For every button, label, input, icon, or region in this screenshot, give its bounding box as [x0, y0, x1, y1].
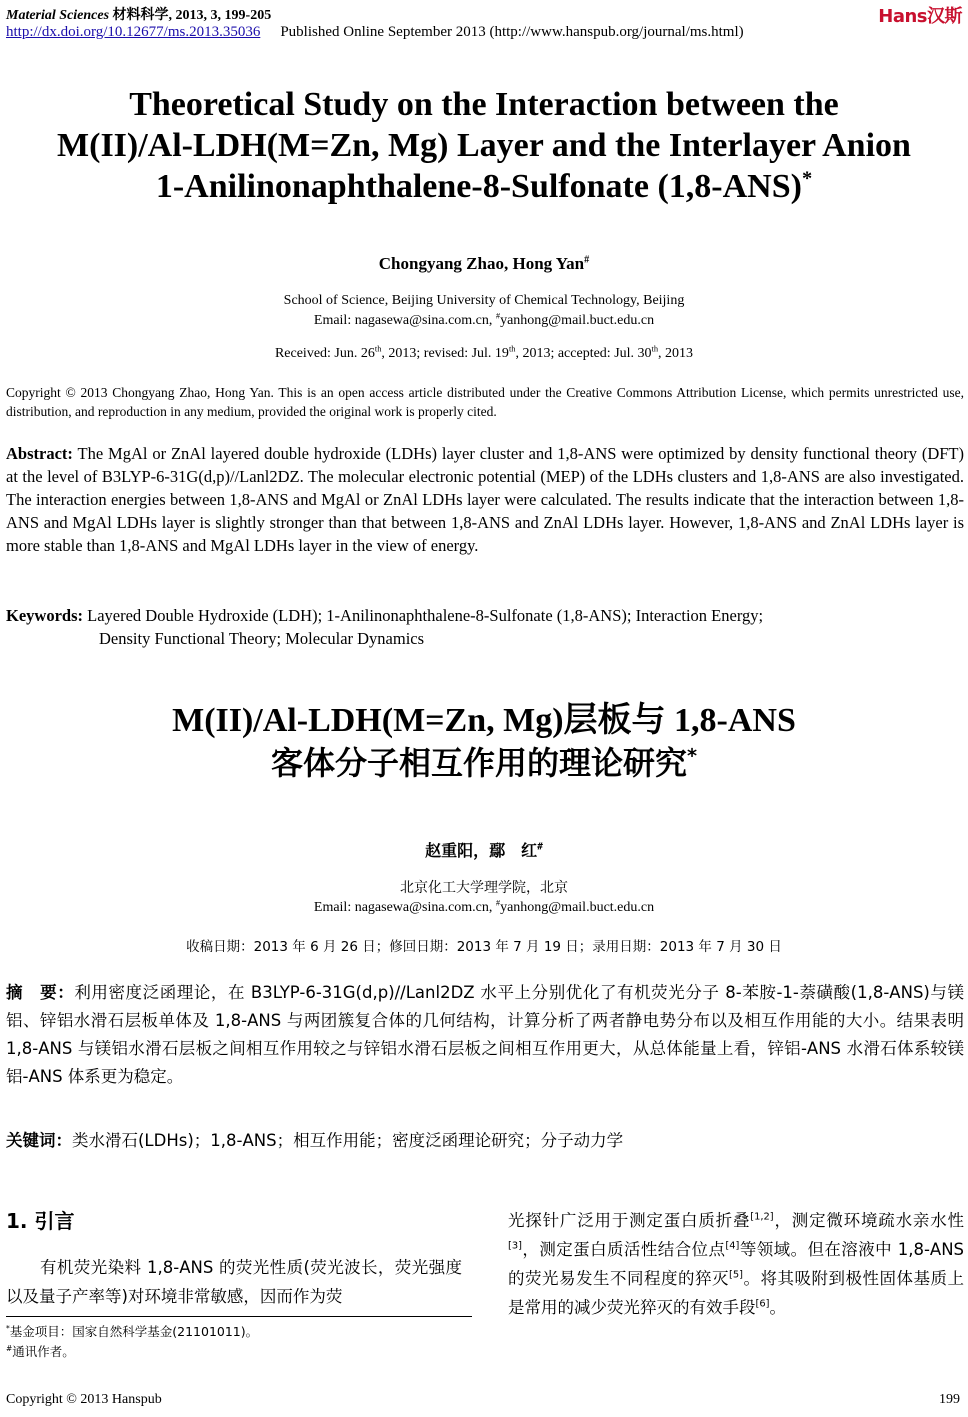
author-names: Chongyang Zhao, Hong Yan [378, 254, 585, 273]
copyright-notice: Copyright © 2013 Chongyang Zhao, Hong Yan. This is an open access article distributed under the Creative Commons Attribution License, which permits unrestricted use, distribution, and reproduction in any medium, provided the original work is properly cited. [6, 385, 964, 419]
title-line-2: M(II)/Al-LDH(M=Zn, Mg) Layer and the Interlayer Anion [57, 127, 911, 164]
abstract-label: Abstract: [6, 444, 73, 463]
citation: [1,2] [750, 1211, 774, 1223]
keywords-line-2: Density Functional Theory; Molecular Dynamics [99, 629, 425, 648]
footnote-divider [6, 1316, 472, 1317]
citation: [4] [725, 1240, 740, 1252]
title-cn-mark: * [686, 744, 698, 768]
abstract-cn [6, 979, 964, 1091]
journal-issue: , 2013, 3, 199-205 [168, 8, 272, 23]
authors-cn [0, 838, 968, 861]
author-names-cn: 赵重阳，鄢 红 [425, 841, 538, 860]
affiliation-en [0, 291, 968, 331]
keywords-cn-text: 类水滑石(LDHs)；1,8-ANS；相互作用能；密度泛函理论研究；分子动力学 [72, 1131, 624, 1150]
keywords-cn-label: 关键词： [6, 1131, 72, 1150]
page-number: 199 [939, 1392, 960, 1407]
intro-paragraph-left: 有机荧光染料 1,8-ANS 的荧光性质(荧光波长，荧光强度以及量子产率等)对环境非常敏感，因而作为荧 [6, 1258, 462, 1306]
affiliation-cn-text: 北京化工大学理学院，北京 [400, 880, 568, 896]
publisher-logo [878, 2, 962, 28]
doi-link[interactable]: http://dx.doi.org/10.12677/ms.2013.35036 [6, 24, 261, 40]
keywords-cn [6, 1128, 964, 1154]
keywords-en [6, 604, 964, 650]
email-line: Email: nagasewa@sina.com.cn, #yanhong@mail.buct.edu.cn [313, 311, 655, 328]
abstract-text: The MgAl or ZnAl layered double hydroxide (LDHs) layer cluster and 1,8-ANS were optimized by density functional theory (DFT) at the level of B3LYP-6-31G(d,p)//Lanl2DZ. The molecular electronic potential (MEP) of the LDHs clusters and 1,8-ANS are also investigated. The interaction energies between 1,8-ANS and MgAl or ZnAl LDHs layer were calculated. The results indicate that the interaction between 1,8-ANS and MgAl LDHs layer is slightly stronger than that between 1,8-ANS and ZnAl LDHs layer. However, 1,8-ANS and ZnAl LDHs layer is more stable than 1,8-ANS and MgAl LDHs layer in the view of energy. [6, 444, 965, 555]
abstract-cn-label: 摘 要： [6, 983, 75, 1002]
title-cn-line-1: M(II)/Al-LDH(M=Zn, Mg)层板与 1,8-ANS [172, 702, 796, 739]
footer-copyright: Copyright © 2013 Hanspub [6, 1392, 162, 1407]
abstract-cn-text: 利用密度泛函理论，在 B3LYP-6-31G(d,p)//Lanl2DZ 水平上分别优化了有机荧光分子 8-苯胺-1-萘磺酸(1,8-ANS)与镁铝、锌铝水滑石层板单体及 1,8-ANS 与两团簇复合体的几何结构，计算分析了两者静电势分布以及相互作用能的大小。结果表明 1,8-ANS 与镁铝水滑石层板之间相互作用较之与锌铝水滑石层板之间相互作用更大，从总体能量上看，锌铝-ANS 水滑石体系较镁铝-ANS 体系更为稳定。 [6, 983, 964, 1086]
logo-text-en: Hans [878, 6, 927, 27]
paper-title-en [20, 84, 948, 207]
keywords-line-1: Layered Double Hydroxide (LDH); 1-Anilinonaphthalene-8-Sulfonate (1,8-ANS); Interaction Energy; [87, 606, 764, 625]
affiliation-cn [0, 878, 968, 918]
author-mark-cn: # [537, 841, 543, 853]
title-cn-line-2: 客体分子相互作用的理论研究 [270, 744, 687, 782]
intro-paragraph-right: 光探针广泛用于测定蛋白质折叠[1,2]，测定微环境疏水亲水性[3]，测定蛋白质活性结合位点[4]等领域。但在溶液中 1,8-ANS 的荧光易发生不同程度的猝灭[5]。将其吸附到极性固体基质上是常用的减少荧光猝灭的有效手段[6]。 [508, 1211, 965, 1317]
doi-line [6, 24, 744, 41]
section-heading-intro: 1. 引言 [6, 1209, 75, 1233]
affiliation-text: School of Science, Beijing University of Chemical Technology, Beijing [283, 293, 685, 308]
journal-header [6, 4, 271, 24]
footnote-corresponding: #通讯作者。 [6, 1343, 75, 1359]
journal-name: Material Sciences [6, 8, 110, 23]
email-line-cn: Email: nagasewa@sina.com.cn, #yanhong@mail.buct.edu.cn [313, 898, 655, 915]
logo-text-cn: 汉斯 [927, 6, 962, 27]
title-line-3: 1-Anilinonaphthalene-8-Sulfonate (1,8-ANS) [155, 168, 802, 205]
citation: [5] [729, 1269, 743, 1281]
published-online: Published Online September 2013 (http://www.hanspub.org/journal/ms.html) [280, 24, 744, 40]
received-dates-en: Received: Jun. 26th, 2013; revised: Jul. 19th, 2013; accepted: Jul. 30th, 2013 [274, 344, 694, 361]
citation: [3] [508, 1240, 522, 1252]
abstract-en [6, 442, 964, 557]
keywords-label: Keywords: [6, 606, 83, 625]
citation: [6] [755, 1298, 770, 1310]
author-mark: # [584, 254, 590, 266]
paper-title-cn [0, 700, 968, 784]
received-dates-cn: 收稿日期：2013 年 6 月 26 日；修回日期：2013 年 7 月 19 日；录用日期：2013 年 7 月 30 日 [186, 939, 782, 955]
title-line-1: Theoretical Study on the Interaction between the [129, 86, 839, 123]
footnotes [6, 1322, 258, 1362]
footnote-funding: *基金项目：国家自然科学基金(21101011)。 [6, 1323, 259, 1339]
journal-name-cn: 材料科学 [112, 8, 169, 23]
title-footnote-mark: * [801, 167, 813, 190]
authors-en [0, 254, 968, 274]
